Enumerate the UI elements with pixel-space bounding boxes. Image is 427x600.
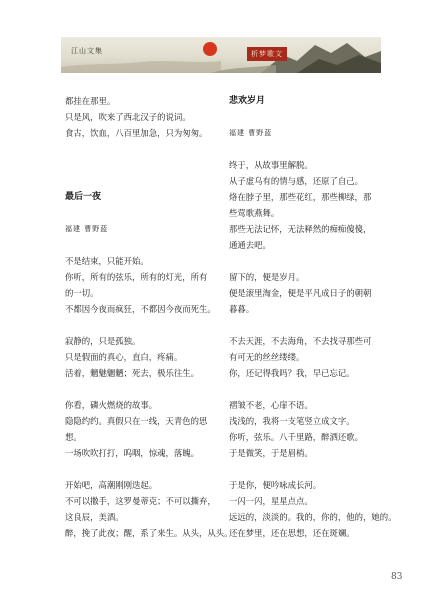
- text-line: 有可无的丝丝缕缕。: [229, 352, 305, 362]
- right-column: [229, 93, 397, 541]
- text-line: 于是微笑，于是眉梢。: [229, 448, 313, 458]
- text-line: 一闪一闪，星星点点。: [229, 496, 313, 506]
- text-line: 都挂在那里。: [65, 96, 116, 106]
- left-column: [65, 93, 233, 541]
- text-line: 那些无法记怀，无法释然的痴痴傻傻，: [229, 224, 372, 234]
- text-line: 终于，从故事里解脱。: [229, 160, 313, 170]
- seal-stamp: 析梦歌文: [247, 47, 287, 61]
- text-line: 醉，挽了此夜；醒，系了来生。从头，从头。: [65, 528, 233, 538]
- text-line: 还在梦里，还在思想，还在斑斓。: [229, 528, 355, 538]
- text-line: 浅浅的，我将一支笔竖立成文字。: [229, 416, 355, 426]
- text-line: 开始吧，高潮刚刚迭起。: [65, 480, 158, 490]
- text-line: 你，还记得我吗？我，早已忘记。: [229, 368, 355, 378]
- text-line: 你看，磷火燃烧的故事。: [65, 400, 158, 410]
- brand-text: 江山文集: [71, 47, 103, 55]
- text-line: 隐隐约约。真假只在一线，天青色的思: [65, 416, 208, 426]
- poem-title: 最后一夜: [65, 192, 102, 202]
- poem-author: 福建 曹野蓝: [65, 225, 109, 233]
- text-line: 便是滚里淘金，便是平凡成日子的朝朝: [229, 288, 372, 298]
- text-line: 的一切。: [65, 288, 99, 298]
- text-line: 留下的，便是岁月。: [229, 272, 305, 282]
- text-line: 不去天涯，不去海角，不去找寻那些可: [229, 336, 372, 346]
- text-line: 不是结束，只能开始。: [65, 256, 149, 266]
- text-line: 不可以撒手，这罗曼蒂克；不可以撕弃，: [65, 496, 216, 506]
- text-line: 只是风，吹来了西北汉子的说词。: [65, 112, 191, 122]
- text-line: 活着，魑魅魍魉；死去，极乐往生。: [65, 368, 199, 378]
- page-number: 83: [391, 572, 403, 582]
- text-line: 不都因今夜而疯狂，不都因今夜而死生。: [65, 304, 216, 314]
- landscape-illustration: [61, 37, 381, 73]
- poem-title: 悲欢岁月: [229, 96, 266, 106]
- text-line: 寂静的，只是孤独。: [65, 336, 141, 346]
- text-line: 烙在脖子里，那些花红，那些柳绿，那: [229, 192, 372, 202]
- text-line: 于是你，便吟咏成长河。: [229, 480, 322, 490]
- text-line: 想。: [65, 432, 82, 442]
- text-line: 通通去吧。: [229, 240, 271, 250]
- text-line: 从子虚乌有的情与感，还原了自己。: [229, 176, 363, 186]
- text-line: 一场吹吹打打，呜咽，惊魂，落魄。: [65, 448, 199, 458]
- text-line: 你听，所有的弦乐，所有的灯光，所有: [65, 272, 208, 282]
- text-line: 只是假面的真心，直白，疼痛。: [65, 352, 183, 362]
- text-line: 你听，弦乐。八千里路，醉洒还歌。: [229, 432, 363, 442]
- poem-author: 福建 曹野蓝: [229, 129, 273, 137]
- text-line: 远远的，淡淡的。我的，你的，他的，她的。: [229, 512, 397, 522]
- text-line: 褶皱不老，心扉不语。: [229, 400, 313, 410]
- text-line: 些莺歌燕舞。: [229, 208, 280, 218]
- text-line: 这良辰，美酒。: [65, 512, 124, 522]
- text-line: 食古，饮血，八百里加急，只为匆匆。: [65, 128, 208, 138]
- header-banner: [61, 37, 381, 73]
- text-line: 暮暮。: [229, 304, 255, 314]
